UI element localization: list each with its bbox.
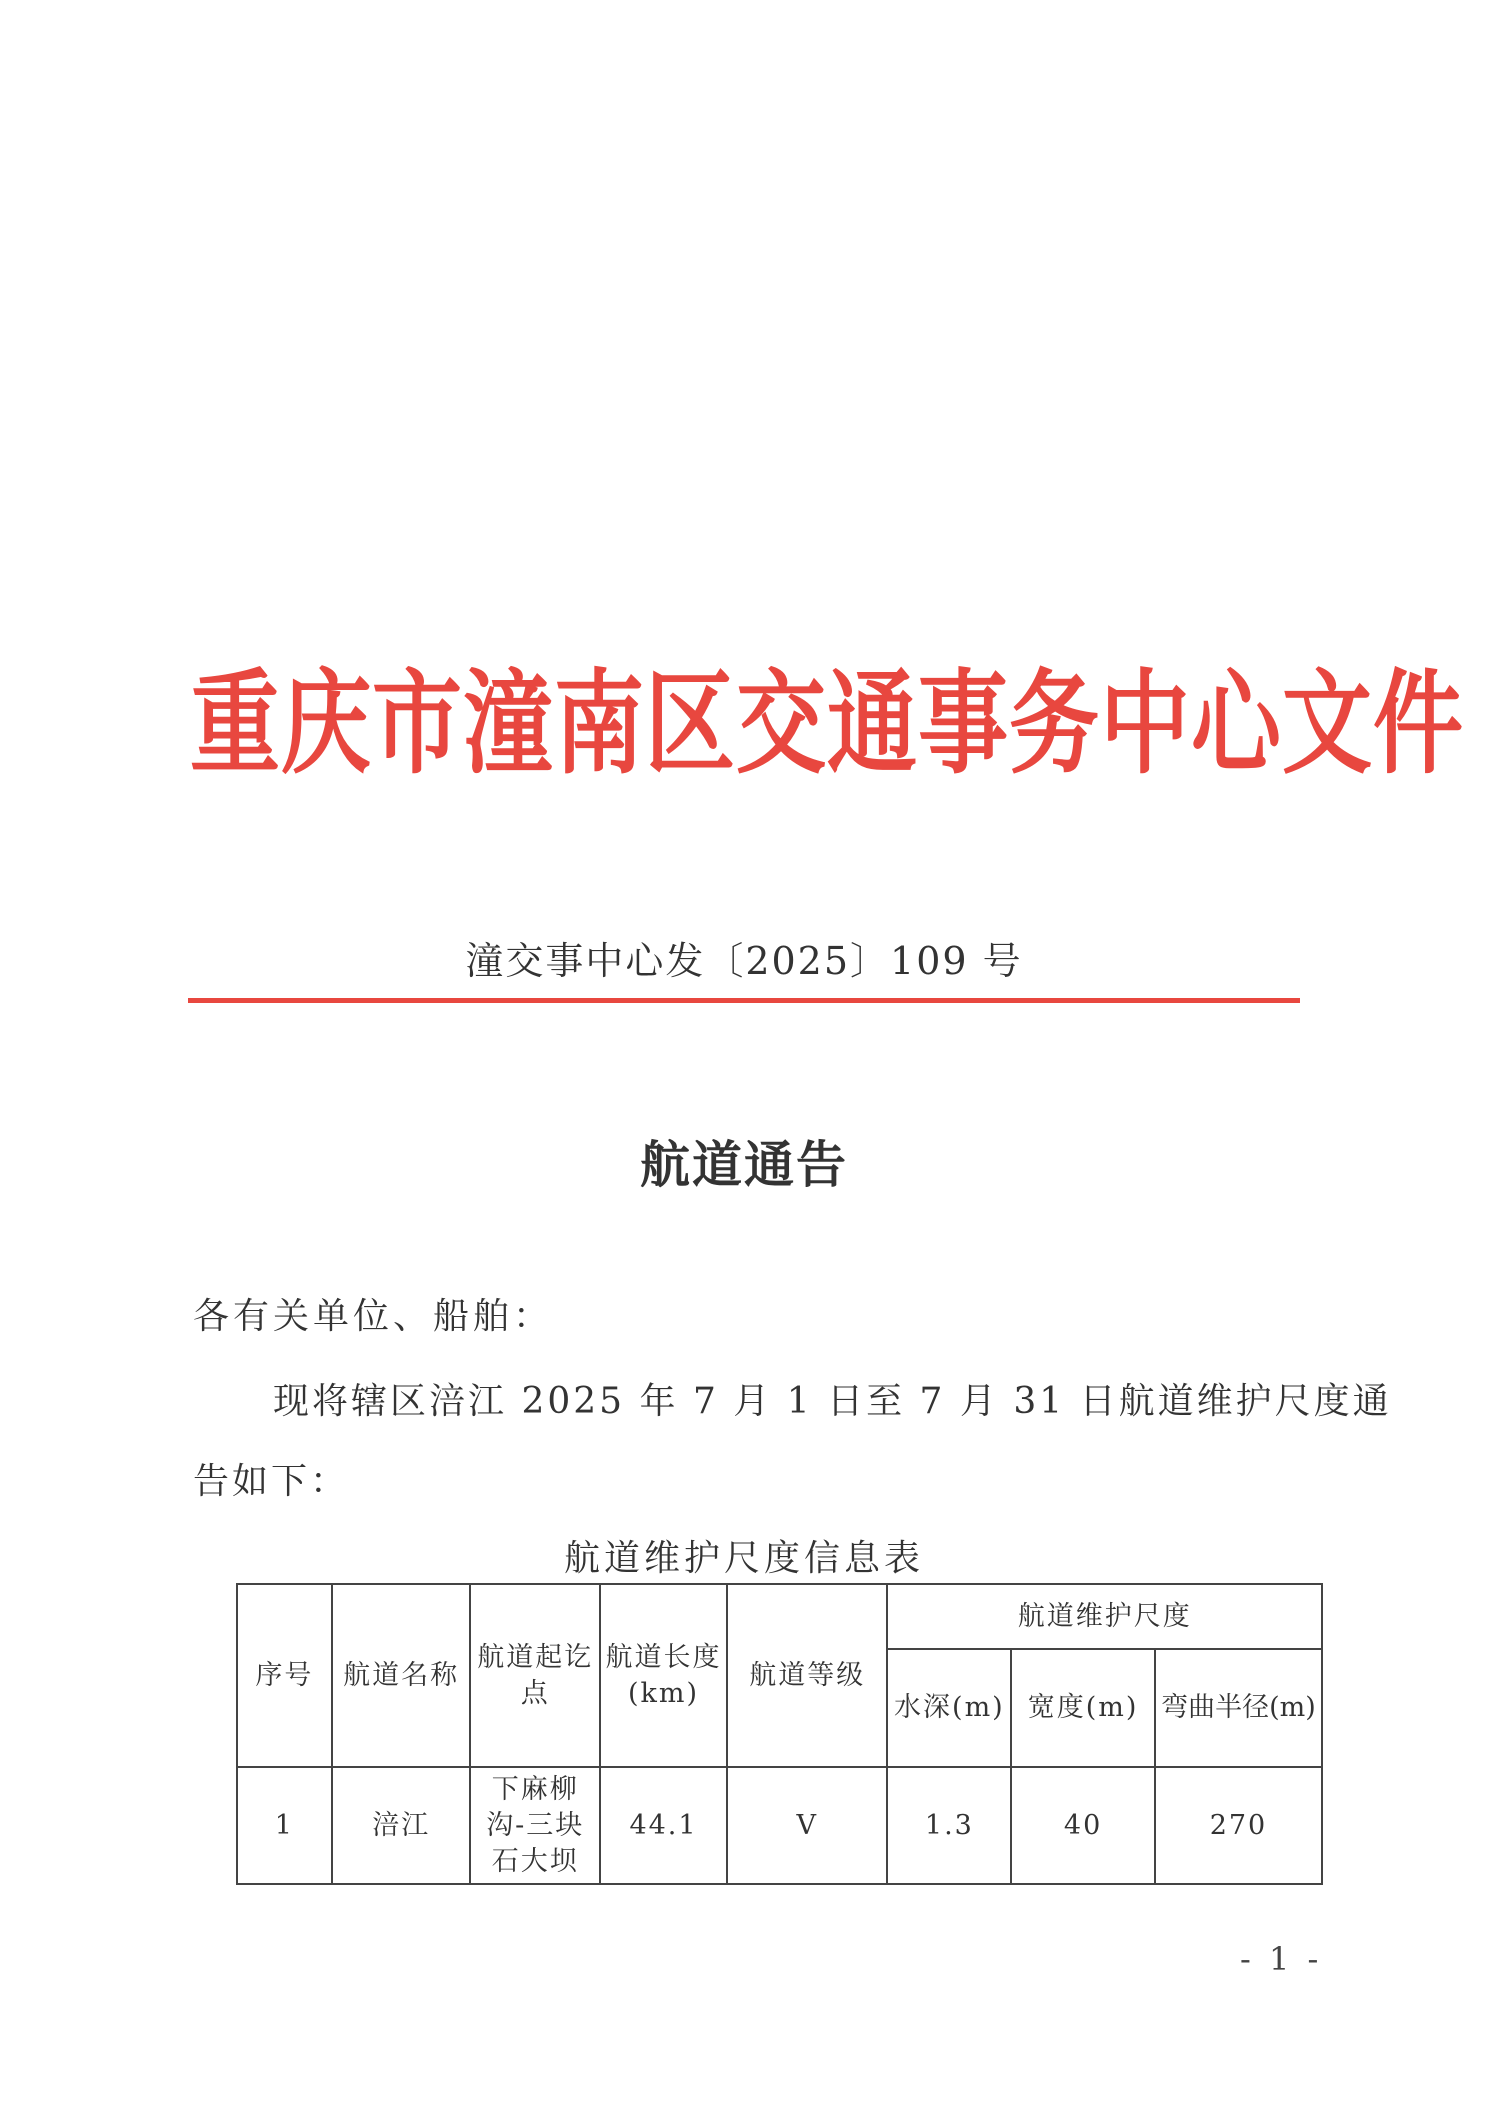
header-width: 宽度(m) bbox=[1011, 1649, 1155, 1767]
page-number: - 1 - bbox=[1240, 1940, 1323, 1978]
header-length: 航道长度(km) bbox=[600, 1584, 727, 1767]
header-grade: 航道等级 bbox=[727, 1584, 888, 1767]
salutation: 各有关单位、船舶： bbox=[193, 1296, 554, 1337]
red-divider bbox=[188, 998, 1300, 1003]
header-channel-name: 航道名称 bbox=[332, 1584, 471, 1767]
cell-width: 40 bbox=[1011, 1767, 1155, 1884]
cell-grade: V bbox=[727, 1767, 888, 1884]
org-header-title: 重庆市潼南区交通事务中心文件 bbox=[190, 658, 1464, 790]
cell-channel-name: 涪江 bbox=[332, 1767, 471, 1884]
cell-radius: 270 bbox=[1155, 1767, 1322, 1884]
header-dimensions-group: 航道维护尺度 bbox=[887, 1584, 1322, 1649]
header-endpoints: 航道起讫点 bbox=[470, 1584, 600, 1767]
body-paragraph-line-1: 现将辖区涪江 2025 年 7 月 1 日至 7 月 31 日航道维护尺度通 bbox=[273, 1381, 1392, 1422]
cell-endpoints: 下麻柳沟-三块石大坝 bbox=[470, 1767, 600, 1884]
table-row bbox=[237, 1767, 1322, 1884]
header-depth: 水深(m) bbox=[887, 1649, 1011, 1767]
channel-dimensions-table bbox=[236, 1583, 1323, 1885]
header-radius: 弯曲半径(m) bbox=[1155, 1649, 1322, 1767]
cell-length: 44.1 bbox=[600, 1767, 727, 1884]
header-index: 序号 bbox=[237, 1584, 332, 1767]
body-paragraph-line-2: 告如下： bbox=[193, 1461, 350, 1502]
table-header-row bbox=[237, 1584, 1322, 1649]
document-number: 潼交事中心发〔2025〕109 号 bbox=[465, 939, 1023, 983]
notice-title: 航道通告 bbox=[640, 1136, 848, 1194]
cell-depth: 1.3 bbox=[887, 1767, 1011, 1884]
cell-index: 1 bbox=[237, 1767, 332, 1884]
table-caption: 航道维护尺度信息表 bbox=[563, 1538, 924, 1579]
